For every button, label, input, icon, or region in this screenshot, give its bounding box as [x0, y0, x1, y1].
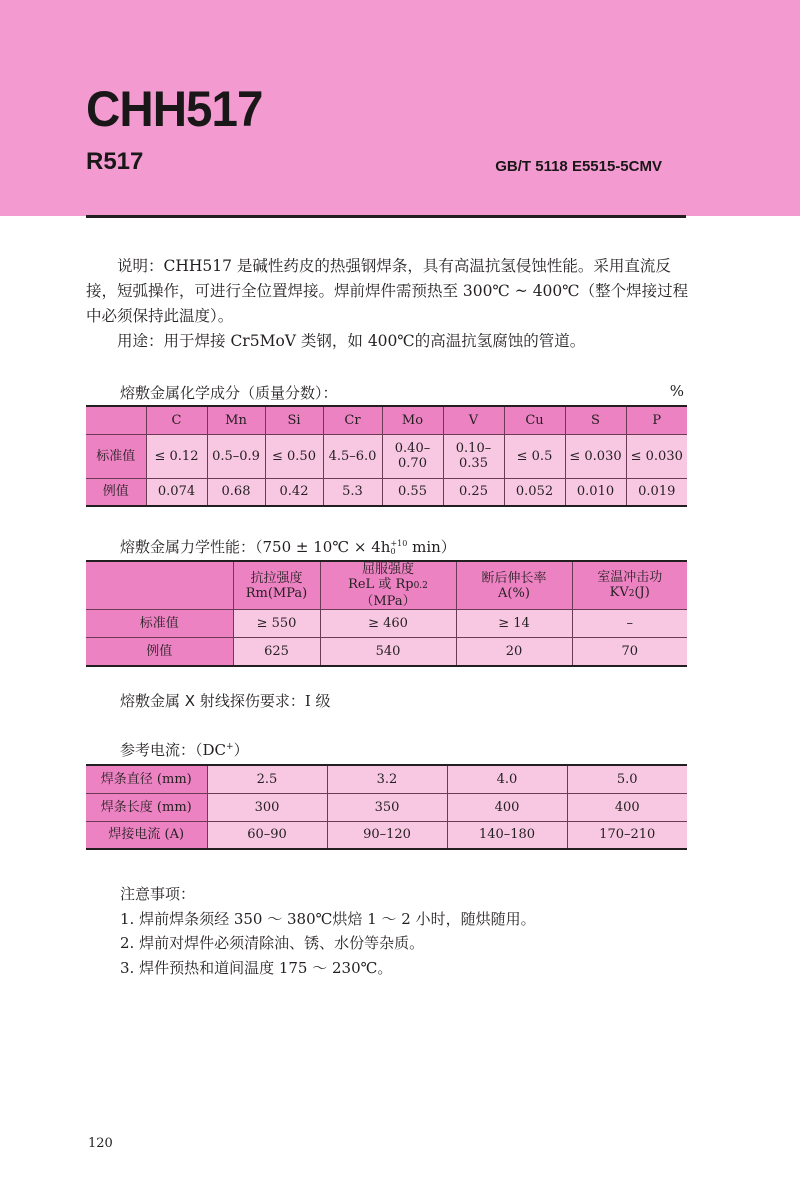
mech-header-unit-sub: 0.2 [413, 581, 428, 591]
mech-header-name: 断后伸长率 [481, 570, 547, 586]
current-cell: 60–90 [207, 821, 327, 849]
mech-header-unit: Rm(MPa) [245, 585, 308, 601]
current-row-label: 焊条长度 (mm) [86, 793, 207, 821]
mech-cell: 625 [233, 638, 320, 666]
chem-header-cell: Mn [207, 406, 265, 434]
xray-line [120, 690, 331, 711]
current-cell: 170–210 [567, 821, 687, 849]
current-row-label: 焊条直径 (mm) [86, 765, 207, 793]
usage-label: 用途： [117, 332, 164, 350]
chem-cell [382, 434, 443, 478]
chem-cell: ≤ 0.12 [146, 434, 207, 478]
chem-header-cell: P [626, 406, 687, 434]
current-cell: 2.5 [207, 765, 327, 793]
product-code: R517 [86, 148, 144, 175]
current-cell: 350 [327, 793, 447, 821]
notes-title: 注意事项： [120, 885, 196, 903]
chem-row-label: 例值 [86, 478, 146, 506]
chem-header-cell: C [146, 406, 207, 434]
chem-cell: 0.68 [207, 478, 265, 506]
current-row-diameter [86, 765, 687, 793]
mech-header-unit-b: （MPa） [360, 594, 416, 609]
header-rule [86, 215, 686, 218]
current-row-label: 焊接电流 (A) [86, 821, 207, 849]
current-polarity-main: （DC [195, 741, 227, 759]
mech-header-unit: A(%) [498, 585, 530, 601]
description-text: CHH517 是碱性药皮的热强钢焊条，具有高温抗氢侵蚀性能。采用直流反接，短弧操作，可进行全位置焊接。焊前焊件需预热至 300℃ ~ 400℃（整个焊接过程中必须保持此温度）。 [86, 257, 689, 325]
chem-table [86, 405, 687, 507]
chem-cell: 0.019 [626, 478, 687, 506]
notes [120, 882, 536, 980]
product-title: CHH517 [86, 81, 263, 137]
notes-item: 3. 焊件预热和道间温度 175 ～ 230℃。 [120, 958, 393, 977]
mech-header-unit-b: (J) [634, 584, 650, 600]
usage-para [86, 329, 690, 354]
xray-title: 熔敷金属 X 射线探伤要求： [120, 692, 305, 710]
mech-header-name: 屈服强度 [361, 562, 414, 577]
chem-header-cell: Si [265, 406, 323, 434]
mech-table [86, 560, 687, 667]
current-row-length [86, 793, 687, 821]
mech-cell: ≥ 550 [233, 610, 320, 638]
mech-cell: 540 [320, 638, 456, 666]
chem-cell: 0.25 [443, 478, 504, 506]
standard-designation: GB/T 5118 E5515-5CMV [495, 158, 662, 175]
current-cell: 4.0 [447, 765, 567, 793]
mech-row-label: 标准值 [86, 610, 233, 638]
mech-row-label: 例值 [86, 638, 233, 666]
current-table [86, 764, 687, 850]
chem-cell-line2: 0.35 [459, 456, 488, 471]
usage-text: 用于焊接 Cr5MoV 类钢，如 400℃的高温抗氢腐蚀的管道。 [163, 332, 586, 350]
chem-cell: 0.42 [265, 478, 323, 506]
mech-header-row [86, 561, 687, 610]
mech-condition-main: （750 ± 10℃ × 4h [255, 538, 391, 556]
mech-header-cell [233, 561, 320, 610]
chem-header-cell: S [565, 406, 626, 434]
mech-cell: ≥ 14 [456, 610, 572, 638]
current-title-line [120, 739, 249, 760]
mech-header-cell [572, 561, 687, 610]
chem-corner-cell [86, 406, 146, 434]
chem-cell [443, 434, 504, 478]
mech-header-unit [610, 585, 650, 600]
chem-title: 熔敷金属化学成分（质量分数）： [120, 384, 338, 402]
chem-header-cell: Cu [504, 406, 565, 434]
chem-header-cell: Mo [382, 406, 443, 434]
mech-title: 熔敷金属力学性能： [120, 538, 256, 556]
chem-cell: 0.052 [504, 478, 565, 506]
chem-cell: ≤ 0.030 [626, 434, 687, 478]
mech-header-unit-a: KV [609, 584, 629, 600]
chem-cell: 0.010 [565, 478, 626, 506]
xray-grade: I 级 [304, 692, 331, 710]
mech-header-name: 室温冲击功 [597, 569, 663, 585]
mech-header-unit-a: ReL 或 Rp [348, 577, 414, 592]
chem-header-row [86, 406, 687, 434]
chem-cell-line1: 0.10– [455, 441, 492, 456]
current-polarity [195, 741, 249, 759]
mech-cell: ≥ 460 [320, 610, 456, 638]
mech-header-cell [320, 561, 456, 610]
current-cell: 300 [207, 793, 327, 821]
chem-cell: ≤ 0.030 [565, 434, 626, 478]
chem-header-cell: V [443, 406, 504, 434]
chem-cell: 5.3 [323, 478, 382, 506]
mech-condition [255, 538, 456, 556]
current-polarity-sign: + [226, 742, 234, 752]
mech-header-name: 抗拉强度 [250, 570, 303, 586]
current-cell: 5.0 [567, 765, 687, 793]
current-cell: 400 [447, 793, 567, 821]
description-label: 说明： [117, 257, 164, 275]
chem-unit: % [669, 382, 684, 400]
chem-cell: ≤ 0.50 [265, 434, 323, 478]
current-row-amperage [86, 821, 687, 849]
description [86, 254, 690, 354]
current-title: 参考电流： [120, 741, 196, 759]
page-number: 120 [88, 1136, 113, 1151]
notes-item: 2. 焊前对焊件必须清除油、锈、水份等杂质。 [120, 934, 425, 952]
mech-row-example [86, 638, 687, 666]
current-cell: 140–180 [447, 821, 567, 849]
mech-cell: 70 [572, 638, 687, 666]
mech-cell: – [572, 610, 687, 638]
chem-cell: 4.5–6.0 [323, 434, 382, 478]
mech-header-unit-sub: 2 [628, 588, 635, 599]
mech-row-standard [86, 610, 687, 638]
mech-condition-end: min） [407, 538, 456, 556]
chem-row-label: 标准值 [86, 434, 146, 478]
chem-cell: 0.5–0.9 [207, 434, 265, 478]
current-cell: 400 [567, 793, 687, 821]
notes-item: 1. 焊前焊条须经 350 ～ 380℃烘焙 1 ～ 2 小时，随烘随用。 [120, 909, 536, 928]
chem-row-standard [86, 434, 687, 478]
chem-cell: 0.074 [146, 478, 207, 506]
chem-cell-line1: 0.40– [394, 441, 431, 456]
chem-header-cell: Cr [323, 406, 382, 434]
mech-title-line [120, 536, 456, 557]
mech-tolerance [390, 540, 407, 556]
mech-header-unit [348, 577, 428, 609]
current-polarity-end: ） [233, 741, 249, 759]
current-cell: 90–120 [327, 821, 447, 849]
current-cell: 3.2 [327, 765, 447, 793]
mech-corner-cell [86, 561, 233, 610]
mech-header-cell [456, 561, 572, 610]
chem-row-example [86, 478, 687, 506]
description-para [86, 254, 690, 329]
mech-cell: 20 [456, 638, 572, 666]
chem-cell: ≤ 0.5 [504, 434, 565, 478]
chem-cell: 0.55 [382, 478, 443, 506]
chem-cell-line2: 0.70 [398, 456, 427, 471]
mech-tolerance-lower: 0 [390, 547, 396, 556]
mech-tolerance-upper: +10 [390, 539, 408, 548]
